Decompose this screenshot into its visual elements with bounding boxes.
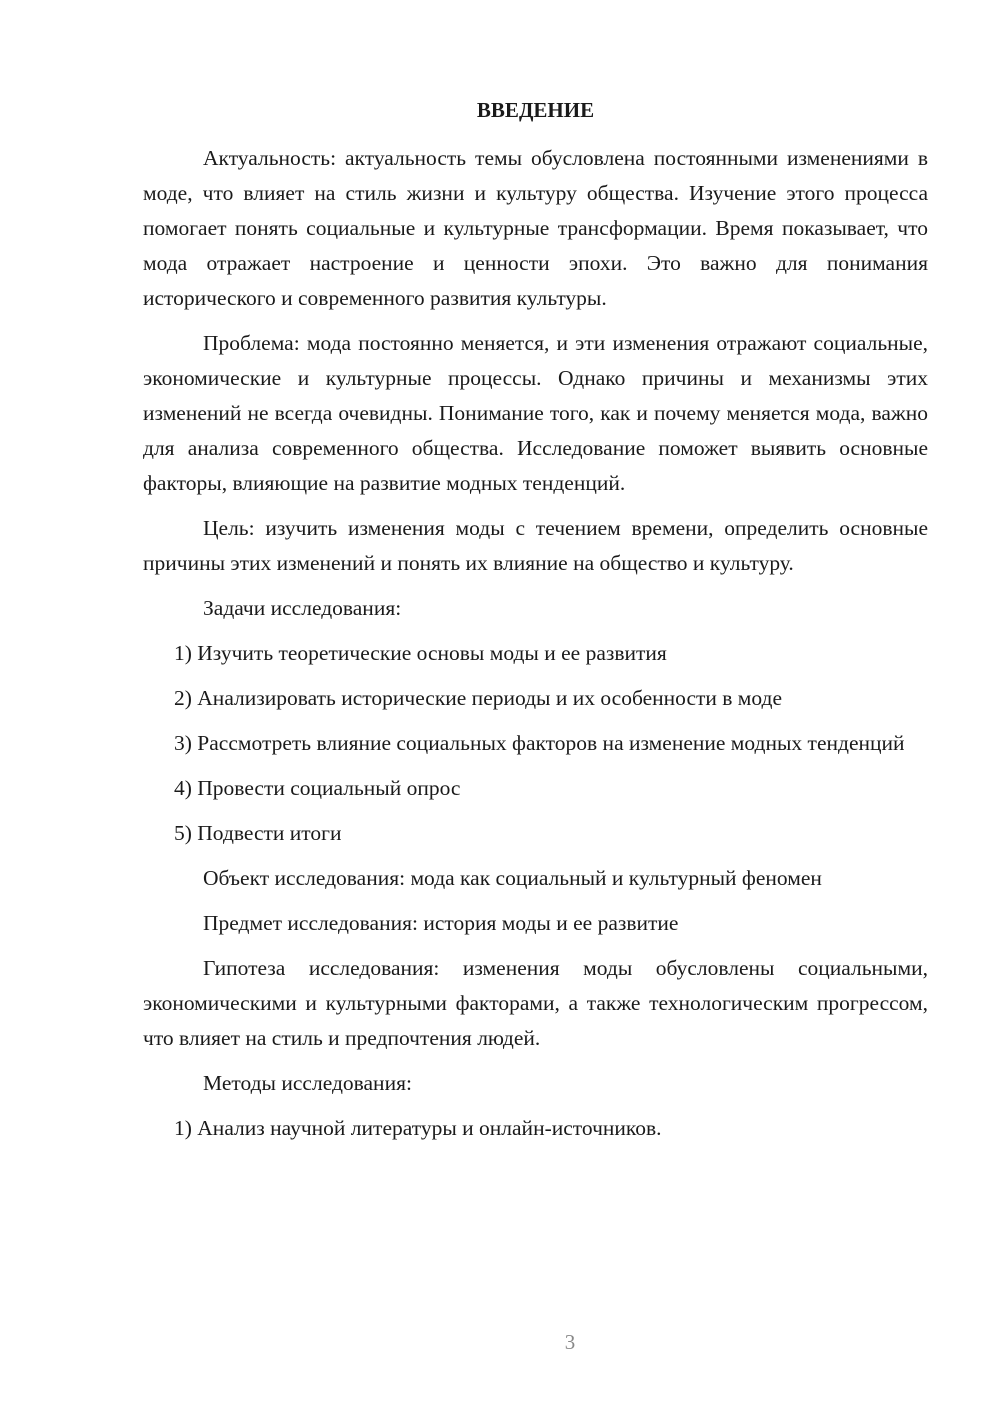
subject-line: Предмет исследования: история моды и ее развитие [203,911,679,935]
object-line: Объект исследования: мода как социальный и культурный феномен [203,866,822,890]
task-item-1: 1) Изучить теоретические основы моды и ее развития [174,641,667,665]
document-title: ВВЕДЕНИЕ [476,98,595,122]
relevance-paragraph: Актуальность: актуальность темы обусловлена постоянными изменениями в моде, что влияет на стиль жизни и культуру общества. Изучение этого процесса помогает понять социальные и культурные трансформации. Время показывает, что мода отражает настроение и ценности эпохи. Это важно для понимания исторического и современного развития культуры. [143,146,928,310]
page-number: 3 [564,1330,576,1354]
document-page [143,92,928,1146]
task-item-3: 3) Рассмотреть влияние социальных факторов на изменение модных тенденций [174,731,905,755]
method-item-1: 1) Анализ научной литературы и онлайн-источников. [174,1116,662,1140]
hypothesis-paragraph: Гипотеза исследования: изменения моды обусловлены социальными, экономическими и культурными факторами, а также технологическим прогрессом, что влияет на стиль и предпочтения людей. [143,956,928,1050]
methods-heading: Методы исследования: [203,1071,412,1095]
task-item-5: 5) Подвести итоги [174,821,342,845]
task-item-4: 4) Провести социальный опрос [174,776,461,800]
problem-paragraph: Проблема: мода постоянно меняется, и эти изменения отражают социальные, экономические и культурные процессы. Однако причины и механизмы этих изменений не всегда очевидны. Понимание того, как и почему меняется мода, важно для анализа современного общества. Исследование поможет выявить основные факторы, влияющие на развитие модных тенденций. [143,331,928,495]
tasks-heading: Задачи исследования: [203,596,402,620]
task-item-2: 2) Анализировать исторические периоды и их особенности в моде [174,686,783,710]
goal-paragraph: Цель: изучить изменения моды с течением времени, определить основные причины этих изменений и понять их влияние на общество и культуру. [143,516,928,575]
